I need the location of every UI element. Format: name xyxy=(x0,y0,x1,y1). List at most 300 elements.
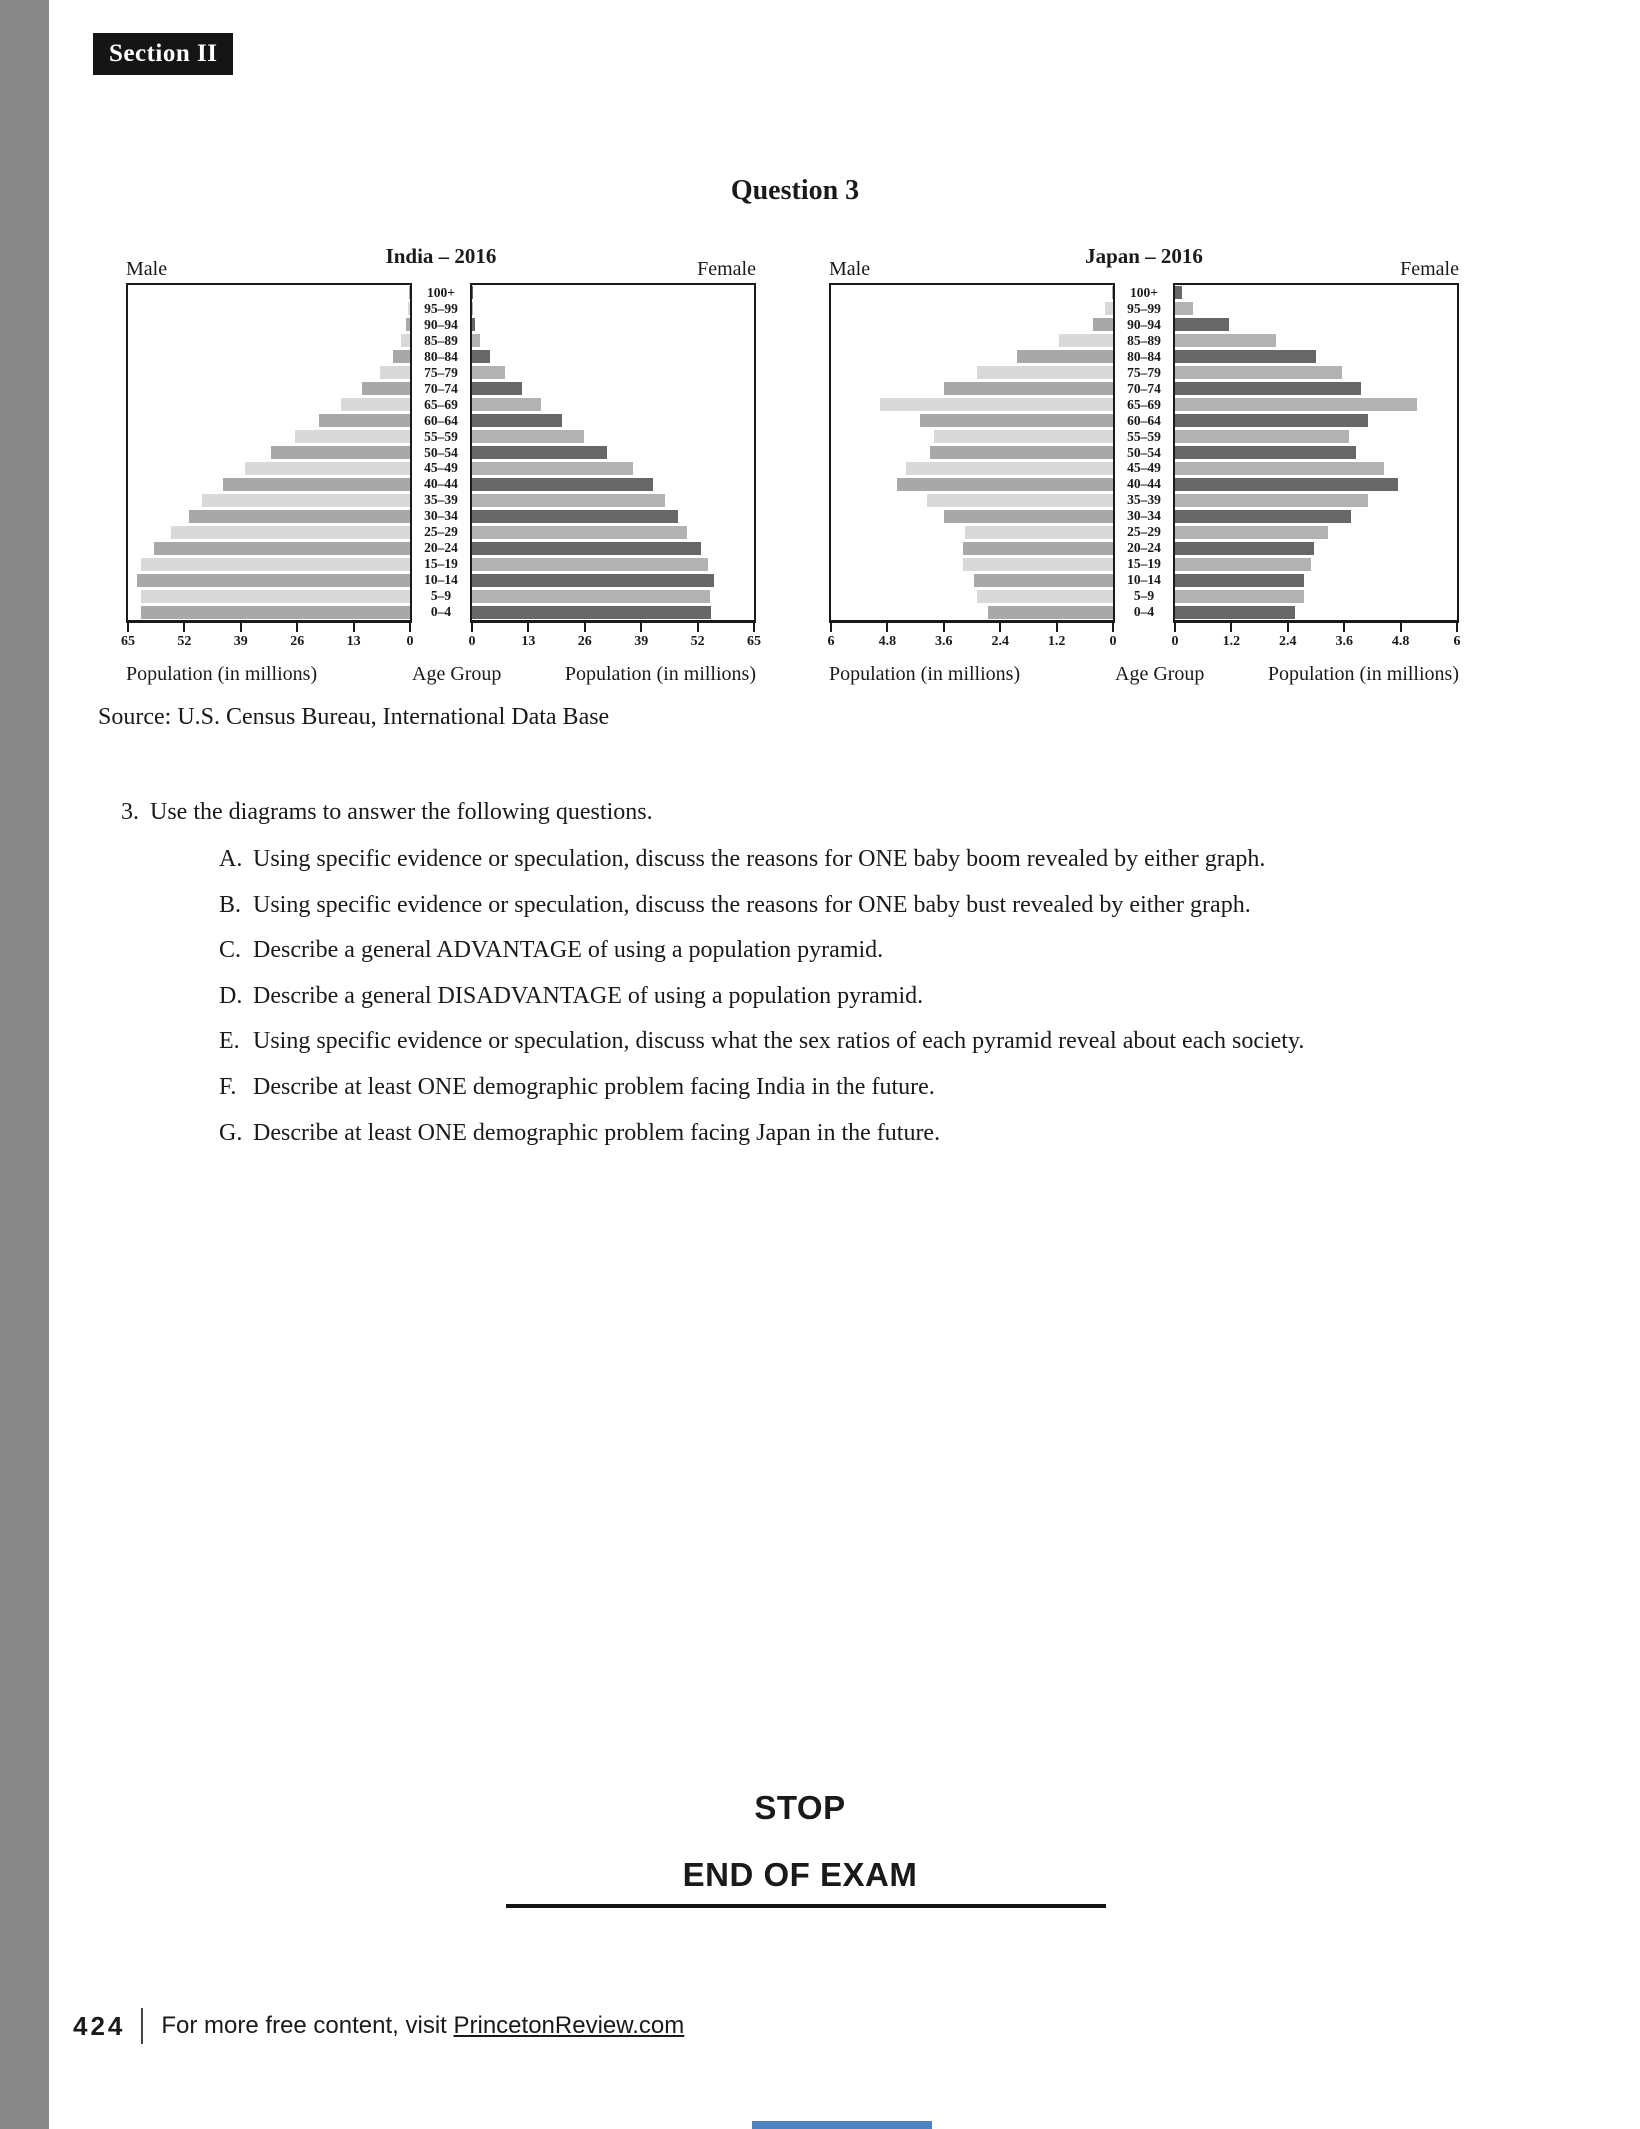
bar-male-30-34 xyxy=(189,510,410,523)
age-label: 100+ xyxy=(427,285,455,300)
question-item-f xyxy=(219,1074,1304,1120)
tick-label: 0 xyxy=(468,634,476,649)
pyramid-row-male xyxy=(831,492,1113,508)
tick-label: 6 xyxy=(1453,634,1461,649)
pyramid-row-male xyxy=(128,572,410,588)
age-label: 35–39 xyxy=(424,492,458,508)
male-axis-tick-labels xyxy=(827,632,1117,654)
pyramid-row-male xyxy=(831,524,1113,540)
bar-male-25-29 xyxy=(171,526,410,539)
stop-label: STOP xyxy=(754,1789,846,1826)
age-label: 45–49 xyxy=(424,460,458,476)
pyramid-row-male xyxy=(128,588,410,604)
male-panel xyxy=(126,283,412,623)
pyramid-row-female xyxy=(1175,317,1457,333)
age-label: 70–74 xyxy=(1127,380,1161,396)
bar-female-100+ xyxy=(1175,286,1182,299)
tick-mark xyxy=(584,623,586,632)
tick-mark xyxy=(183,623,185,632)
female-axis xyxy=(468,623,761,657)
pyramid-row-male xyxy=(831,588,1113,604)
age-group-labels xyxy=(1115,283,1173,623)
axis-titles xyxy=(829,663,1459,686)
chart-header xyxy=(126,240,756,283)
tick-label: 13 xyxy=(346,634,361,649)
pyramid-row-female xyxy=(472,365,754,381)
bar-female-60-64 xyxy=(472,414,562,427)
bar-female-95-99 xyxy=(1175,302,1193,315)
pyramid-row-female xyxy=(1175,365,1457,381)
age-label: 50–54 xyxy=(1127,444,1161,460)
age-label: 70–74 xyxy=(424,380,458,396)
pyramid-row-female xyxy=(472,301,754,317)
bar-female-10-14 xyxy=(1175,574,1304,587)
tick-mark xyxy=(830,623,832,632)
tick-label: 52 xyxy=(690,634,705,649)
tick-label: 52 xyxy=(177,634,192,649)
question-item-a xyxy=(219,846,1304,892)
bar-male-80-84 xyxy=(1017,350,1113,363)
pyramid-row-male xyxy=(831,445,1113,461)
footer-text xyxy=(161,2012,684,2040)
question-item-e xyxy=(219,1028,1304,1074)
female-axis-tick-labels xyxy=(1171,632,1461,654)
tick-label: 1.2 xyxy=(1047,634,1066,649)
pyramid-row-female xyxy=(1175,572,1457,588)
bar-male-100+ xyxy=(409,286,410,299)
pyramid-row-male xyxy=(831,365,1113,381)
age-label: 25–29 xyxy=(1127,524,1161,540)
bar-female-60-64 xyxy=(1175,414,1368,427)
pyramid-row-female xyxy=(1175,381,1457,397)
age-label: 15–19 xyxy=(1127,556,1161,572)
female-panel xyxy=(1173,283,1459,623)
pyramid-row-male xyxy=(831,476,1113,492)
bar-female-75-79 xyxy=(472,366,505,379)
tick-label: 6 xyxy=(827,634,835,649)
bar-male-40-44 xyxy=(897,478,1113,491)
age-label: 20–24 xyxy=(1127,540,1161,556)
question-item-b xyxy=(219,892,1304,938)
bar-female-80-84 xyxy=(472,350,490,363)
pyramid-row-male xyxy=(128,445,410,461)
female-axis-ticks xyxy=(472,623,754,632)
pyramid-row-female xyxy=(472,492,754,508)
age-label: 80–84 xyxy=(424,348,458,364)
axis-gap xyxy=(412,623,470,657)
bar-male-45-49 xyxy=(245,462,410,475)
age-label: 30–34 xyxy=(1127,508,1161,524)
bar-female-30-34 xyxy=(472,510,678,523)
male-axis xyxy=(829,623,1115,657)
pyramid-row-male xyxy=(831,429,1113,445)
age-label: 40–44 xyxy=(1127,476,1161,492)
tick-mark xyxy=(240,623,242,632)
pyramid-row-male xyxy=(831,413,1113,429)
pyramid-row-female xyxy=(472,524,754,540)
bar-female-90-94 xyxy=(472,318,475,331)
bar-female-25-29 xyxy=(472,526,687,539)
bar-female-5-9 xyxy=(472,590,710,603)
bar-male-55-59 xyxy=(295,430,410,443)
bar-male-15-19 xyxy=(141,558,410,571)
question-item-g xyxy=(219,1120,1304,1166)
bar-female-45-49 xyxy=(472,462,633,475)
question-intro xyxy=(121,799,653,826)
bar-female-20-24 xyxy=(472,542,701,555)
bar-male-35-39 xyxy=(927,494,1113,507)
bar-male-35-39 xyxy=(202,494,410,507)
bar-male-60-64 xyxy=(319,414,410,427)
bar-female-0-4 xyxy=(1175,606,1295,619)
age-label: 0–4 xyxy=(1133,604,1155,620)
bar-female-15-19 xyxy=(472,558,708,571)
male-axis-ticks xyxy=(128,623,410,632)
pyramid-row-male xyxy=(128,508,410,524)
tick-mark xyxy=(353,623,355,632)
chart-body xyxy=(126,283,756,623)
bar-female-50-54 xyxy=(1175,446,1356,459)
question-letter: C. xyxy=(219,937,242,964)
question-text: Using specific evidence or speculation, discuss the reasons for ONE baby bust revealed by either graph. xyxy=(253,891,1251,918)
tick-mark xyxy=(527,623,529,632)
tick-mark xyxy=(1230,623,1232,632)
female-axis-title: Population (in millions) xyxy=(564,663,756,685)
age-label: 10–14 xyxy=(1127,572,1161,588)
pyramid-row-female xyxy=(472,556,754,572)
source-citation: Source: U.S. Census Bureau, International Data Base xyxy=(98,704,610,730)
bar-male-65-69 xyxy=(880,398,1113,411)
age-label: 15–19 xyxy=(424,556,458,572)
age-label: 80–84 xyxy=(1127,348,1161,364)
bar-male-80-84 xyxy=(393,350,410,363)
male-axis-title: Population (in millions) xyxy=(829,663,1021,685)
age-label: 5–9 xyxy=(430,588,452,604)
question-letter: F. xyxy=(219,1073,237,1100)
pyramid-row-female xyxy=(1175,397,1457,413)
tick-label: 3.6 xyxy=(1335,634,1353,649)
tick-label: 65 xyxy=(747,634,761,649)
pyramid-row-male xyxy=(128,524,410,540)
tick-mark xyxy=(1343,623,1345,632)
tick-label: 13 xyxy=(521,634,536,649)
tick-mark xyxy=(1456,623,1458,632)
pyramid-row-male xyxy=(831,317,1113,333)
question-letter: D. xyxy=(219,982,243,1009)
pyramid-row-male xyxy=(831,540,1113,556)
age-label: 10–14 xyxy=(424,572,458,588)
pyramid-row-male xyxy=(831,285,1113,301)
male-axis-tick-labels xyxy=(121,632,414,654)
bar-female-0-4 xyxy=(472,606,711,619)
bottom-blue-bar xyxy=(752,2121,932,2129)
pyramid-row-female xyxy=(472,429,754,445)
pyramid-row-male xyxy=(128,460,410,476)
age-label: 65–69 xyxy=(424,396,458,412)
pyramid-row-female xyxy=(472,349,754,365)
bar-male-15-19 xyxy=(963,558,1113,571)
tick-label: 26 xyxy=(290,634,305,649)
tick-mark xyxy=(886,623,888,632)
pyramid-row-female xyxy=(472,540,754,556)
pyramid-row-female xyxy=(1175,540,1457,556)
question-item-c xyxy=(219,937,1304,983)
pyramid-row-male xyxy=(831,508,1113,524)
tick-mark xyxy=(753,623,755,632)
female-axis-ticks xyxy=(1175,623,1457,632)
pyramid-row-male xyxy=(128,301,410,317)
tick-label: 2.4 xyxy=(1279,634,1297,649)
bar-female-70-74 xyxy=(1175,382,1361,395)
bar-male-0-4 xyxy=(988,606,1113,619)
pyramid-row-male xyxy=(831,572,1113,588)
bar-male-25-29 xyxy=(965,526,1113,539)
bar-male-75-79 xyxy=(977,366,1113,379)
age-label: 75–79 xyxy=(424,364,458,380)
tick-label: 39 xyxy=(634,634,649,649)
axis-titles xyxy=(126,663,756,686)
population-pyramid-japan xyxy=(829,240,1459,686)
bar-female-65-69 xyxy=(1175,398,1417,411)
bar-female-75-79 xyxy=(1175,366,1342,379)
chart-title: India – 2016 xyxy=(385,244,497,268)
pyramid-row-male xyxy=(128,540,410,556)
chart-axis xyxy=(121,623,761,657)
age-label: 60–64 xyxy=(1127,412,1161,428)
bar-male-100+ xyxy=(1112,286,1113,299)
pyramid-row-female xyxy=(472,460,754,476)
bar-male-65-69 xyxy=(341,398,410,411)
center-axis-title: Age Group xyxy=(412,663,502,685)
female-axis-tick-labels xyxy=(468,632,761,654)
age-label: 95–99 xyxy=(424,300,458,316)
bar-male-10-14 xyxy=(137,574,410,587)
pyramid-row-male xyxy=(128,476,410,492)
female-axis xyxy=(1173,623,1459,657)
age-label: 5–9 xyxy=(1133,588,1155,604)
tick-mark xyxy=(999,623,1001,632)
age-label: 90–94 xyxy=(424,316,458,332)
bar-male-30-34 xyxy=(944,510,1113,523)
population-pyramid-india xyxy=(121,240,761,686)
bar-female-95-99 xyxy=(472,302,473,315)
bar-male-50-54 xyxy=(271,446,410,459)
page-footer xyxy=(73,2008,684,2044)
bar-female-25-29 xyxy=(1175,526,1328,539)
bar-female-35-39 xyxy=(472,494,665,507)
bar-male-90-94 xyxy=(406,318,410,331)
bar-female-85-89 xyxy=(1175,334,1276,347)
pyramid-row-male xyxy=(128,381,410,397)
bar-female-30-34 xyxy=(1175,510,1351,523)
age-label: 75–79 xyxy=(1127,364,1161,380)
age-label: 50–54 xyxy=(424,444,458,460)
age-label: 65–69 xyxy=(1127,396,1161,412)
pyramid-row-male xyxy=(128,429,410,445)
end-of-exam-rule xyxy=(506,1904,1106,1908)
pyramid-row-female xyxy=(1175,333,1457,349)
bar-female-65-69 xyxy=(472,398,541,411)
question-letter: B. xyxy=(219,891,242,918)
question-text: Describe a general ADVANTAGE of using a population pyramid. xyxy=(253,937,884,964)
age-label: 100+ xyxy=(1130,285,1158,300)
pyramid-row-female xyxy=(472,572,754,588)
bar-male-85-89 xyxy=(401,334,410,347)
tick-label: 1.2 xyxy=(1222,634,1241,649)
bar-female-55-59 xyxy=(472,430,584,443)
male-axis-ticks xyxy=(831,623,1113,632)
age-label: 55–59 xyxy=(1127,428,1161,444)
pyramid-row-male xyxy=(128,556,410,572)
chart-body xyxy=(829,283,1459,623)
pyramid-row-female xyxy=(1175,588,1457,604)
bar-male-70-74 xyxy=(944,382,1113,395)
section-badge: Section II xyxy=(93,33,233,75)
male-panel xyxy=(829,283,1115,623)
tick-mark xyxy=(296,623,298,632)
footer-link: PrincetonReview.com xyxy=(453,2012,685,2039)
pyramid-row-male xyxy=(128,413,410,429)
question-heading: Question 3 xyxy=(730,175,860,206)
question-letter: A. xyxy=(219,846,243,872)
bar-male-75-79 xyxy=(380,366,410,379)
question-letter: E. xyxy=(219,1028,240,1055)
bar-female-10-14 xyxy=(472,574,714,587)
tick-mark xyxy=(640,623,642,632)
age-label: 95–99 xyxy=(1127,300,1161,316)
tick-mark xyxy=(1287,623,1289,632)
pyramid-row-male xyxy=(128,349,410,365)
male-header-label: Male xyxy=(126,258,168,280)
tick-label: 0 xyxy=(1109,634,1117,649)
pyramid-row-male xyxy=(831,301,1113,317)
bar-female-85-89 xyxy=(472,334,480,347)
age-label: 20–24 xyxy=(424,540,458,556)
age-label: 85–89 xyxy=(1127,332,1161,348)
pyramid-row-female xyxy=(472,508,754,524)
age-label: 55–59 xyxy=(424,428,458,444)
pyramid-row-female xyxy=(1175,349,1457,365)
pyramid-row-female xyxy=(1175,285,1457,301)
bar-male-90-94 xyxy=(1093,318,1113,331)
pyramid-row-female xyxy=(472,317,754,333)
bar-male-55-59 xyxy=(934,430,1113,443)
pyramid-row-male xyxy=(128,397,410,413)
question-list xyxy=(219,846,1304,1165)
bar-female-55-59 xyxy=(1175,430,1349,443)
footer-text-prefix: For more free content, visit xyxy=(161,2012,454,2039)
bar-male-40-44 xyxy=(223,478,410,491)
bar-female-5-9 xyxy=(1175,590,1304,603)
bar-female-40-44 xyxy=(472,478,653,491)
tick-mark xyxy=(127,623,129,632)
pyramid-row-female xyxy=(1175,413,1457,429)
tick-mark xyxy=(1174,623,1176,632)
tick-mark xyxy=(409,623,411,632)
pyramid-row-female xyxy=(1175,445,1457,461)
bar-female-90-94 xyxy=(1175,318,1229,331)
pyramid-row-male xyxy=(831,349,1113,365)
pyramid-row-female xyxy=(472,588,754,604)
bar-male-45-49 xyxy=(906,462,1113,475)
pyramid-row-female xyxy=(1175,524,1457,540)
pyramid-row-female xyxy=(472,604,754,620)
tick-label: 26 xyxy=(577,634,592,649)
bar-female-20-24 xyxy=(1175,542,1314,555)
bar-male-5-9 xyxy=(141,590,410,603)
pyramid-row-female xyxy=(472,397,754,413)
bar-female-50-54 xyxy=(472,446,607,459)
tick-mark xyxy=(943,623,945,632)
age-label: 0–4 xyxy=(430,604,452,620)
pyramid-row-male xyxy=(831,604,1113,620)
bar-male-95-99 xyxy=(1105,302,1113,315)
tick-label: 65 xyxy=(121,634,135,649)
pyramid-row-female xyxy=(1175,301,1457,317)
age-label: 90–94 xyxy=(1127,316,1161,332)
female-header-label: Female xyxy=(1400,258,1459,280)
tick-mark xyxy=(1112,623,1114,632)
bar-male-50-54 xyxy=(930,446,1113,459)
pyramid-row-male xyxy=(128,604,410,620)
pyramid-row-female xyxy=(1175,492,1457,508)
age-group-labels xyxy=(412,283,470,623)
center-axis-title: Age Group xyxy=(1115,663,1205,685)
end-of-exam-label: END OF EXAM xyxy=(682,1856,918,1893)
chart-header xyxy=(829,240,1459,283)
tick-mark xyxy=(697,623,699,632)
bar-male-85-89 xyxy=(1059,334,1113,347)
bar-female-45-49 xyxy=(1175,462,1384,475)
pyramid-row-female xyxy=(472,413,754,429)
pyramid-row-male xyxy=(831,397,1113,413)
pyramid-row-male xyxy=(831,460,1113,476)
question-text: Describe a general DISADVANTAGE of using a population pyramid. xyxy=(253,982,924,1009)
question-text: Describe at least ONE demographic problem facing India in the future. xyxy=(253,1073,935,1100)
tick-label: 4.8 xyxy=(1391,634,1410,649)
age-label: 60–64 xyxy=(424,412,458,428)
bar-female-80-84 xyxy=(1175,350,1316,363)
tick-label: 0 xyxy=(1171,634,1179,649)
pyramid-row-male xyxy=(128,492,410,508)
age-label: 35–39 xyxy=(1127,492,1161,508)
chart-title: Japan – 2016 xyxy=(1085,244,1203,268)
pyramid-row-female xyxy=(1175,508,1457,524)
female-header-label: Female xyxy=(697,258,756,280)
pyramid-row-female xyxy=(472,333,754,349)
pyramid-row-female xyxy=(472,476,754,492)
chart-axis xyxy=(829,623,1459,657)
bar-male-10-14 xyxy=(974,574,1113,587)
tick-label: 2.4 xyxy=(991,634,1009,649)
bar-male-20-24 xyxy=(963,542,1113,555)
bar-male-0-4 xyxy=(141,606,410,619)
pyramid-row-male xyxy=(128,317,410,333)
tick-label: 39 xyxy=(233,634,248,649)
tick-label: 0 xyxy=(406,634,414,649)
pyramid-row-female xyxy=(472,285,754,301)
bar-female-70-74 xyxy=(472,382,522,395)
pyramid-row-female xyxy=(1175,556,1457,572)
bar-male-95-99 xyxy=(408,302,410,315)
bar-female-40-44 xyxy=(1175,478,1398,491)
tick-label: 4.8 xyxy=(878,634,897,649)
pyramid-row-male xyxy=(831,381,1113,397)
pyramid-row-female xyxy=(1175,429,1457,445)
question-text: Using specific evidence or speculation, discuss what the sex ratios of each pyramid reveal about each society. xyxy=(253,1028,1305,1055)
age-label: 30–34 xyxy=(424,508,458,524)
age-label: 45–49 xyxy=(1127,460,1161,476)
